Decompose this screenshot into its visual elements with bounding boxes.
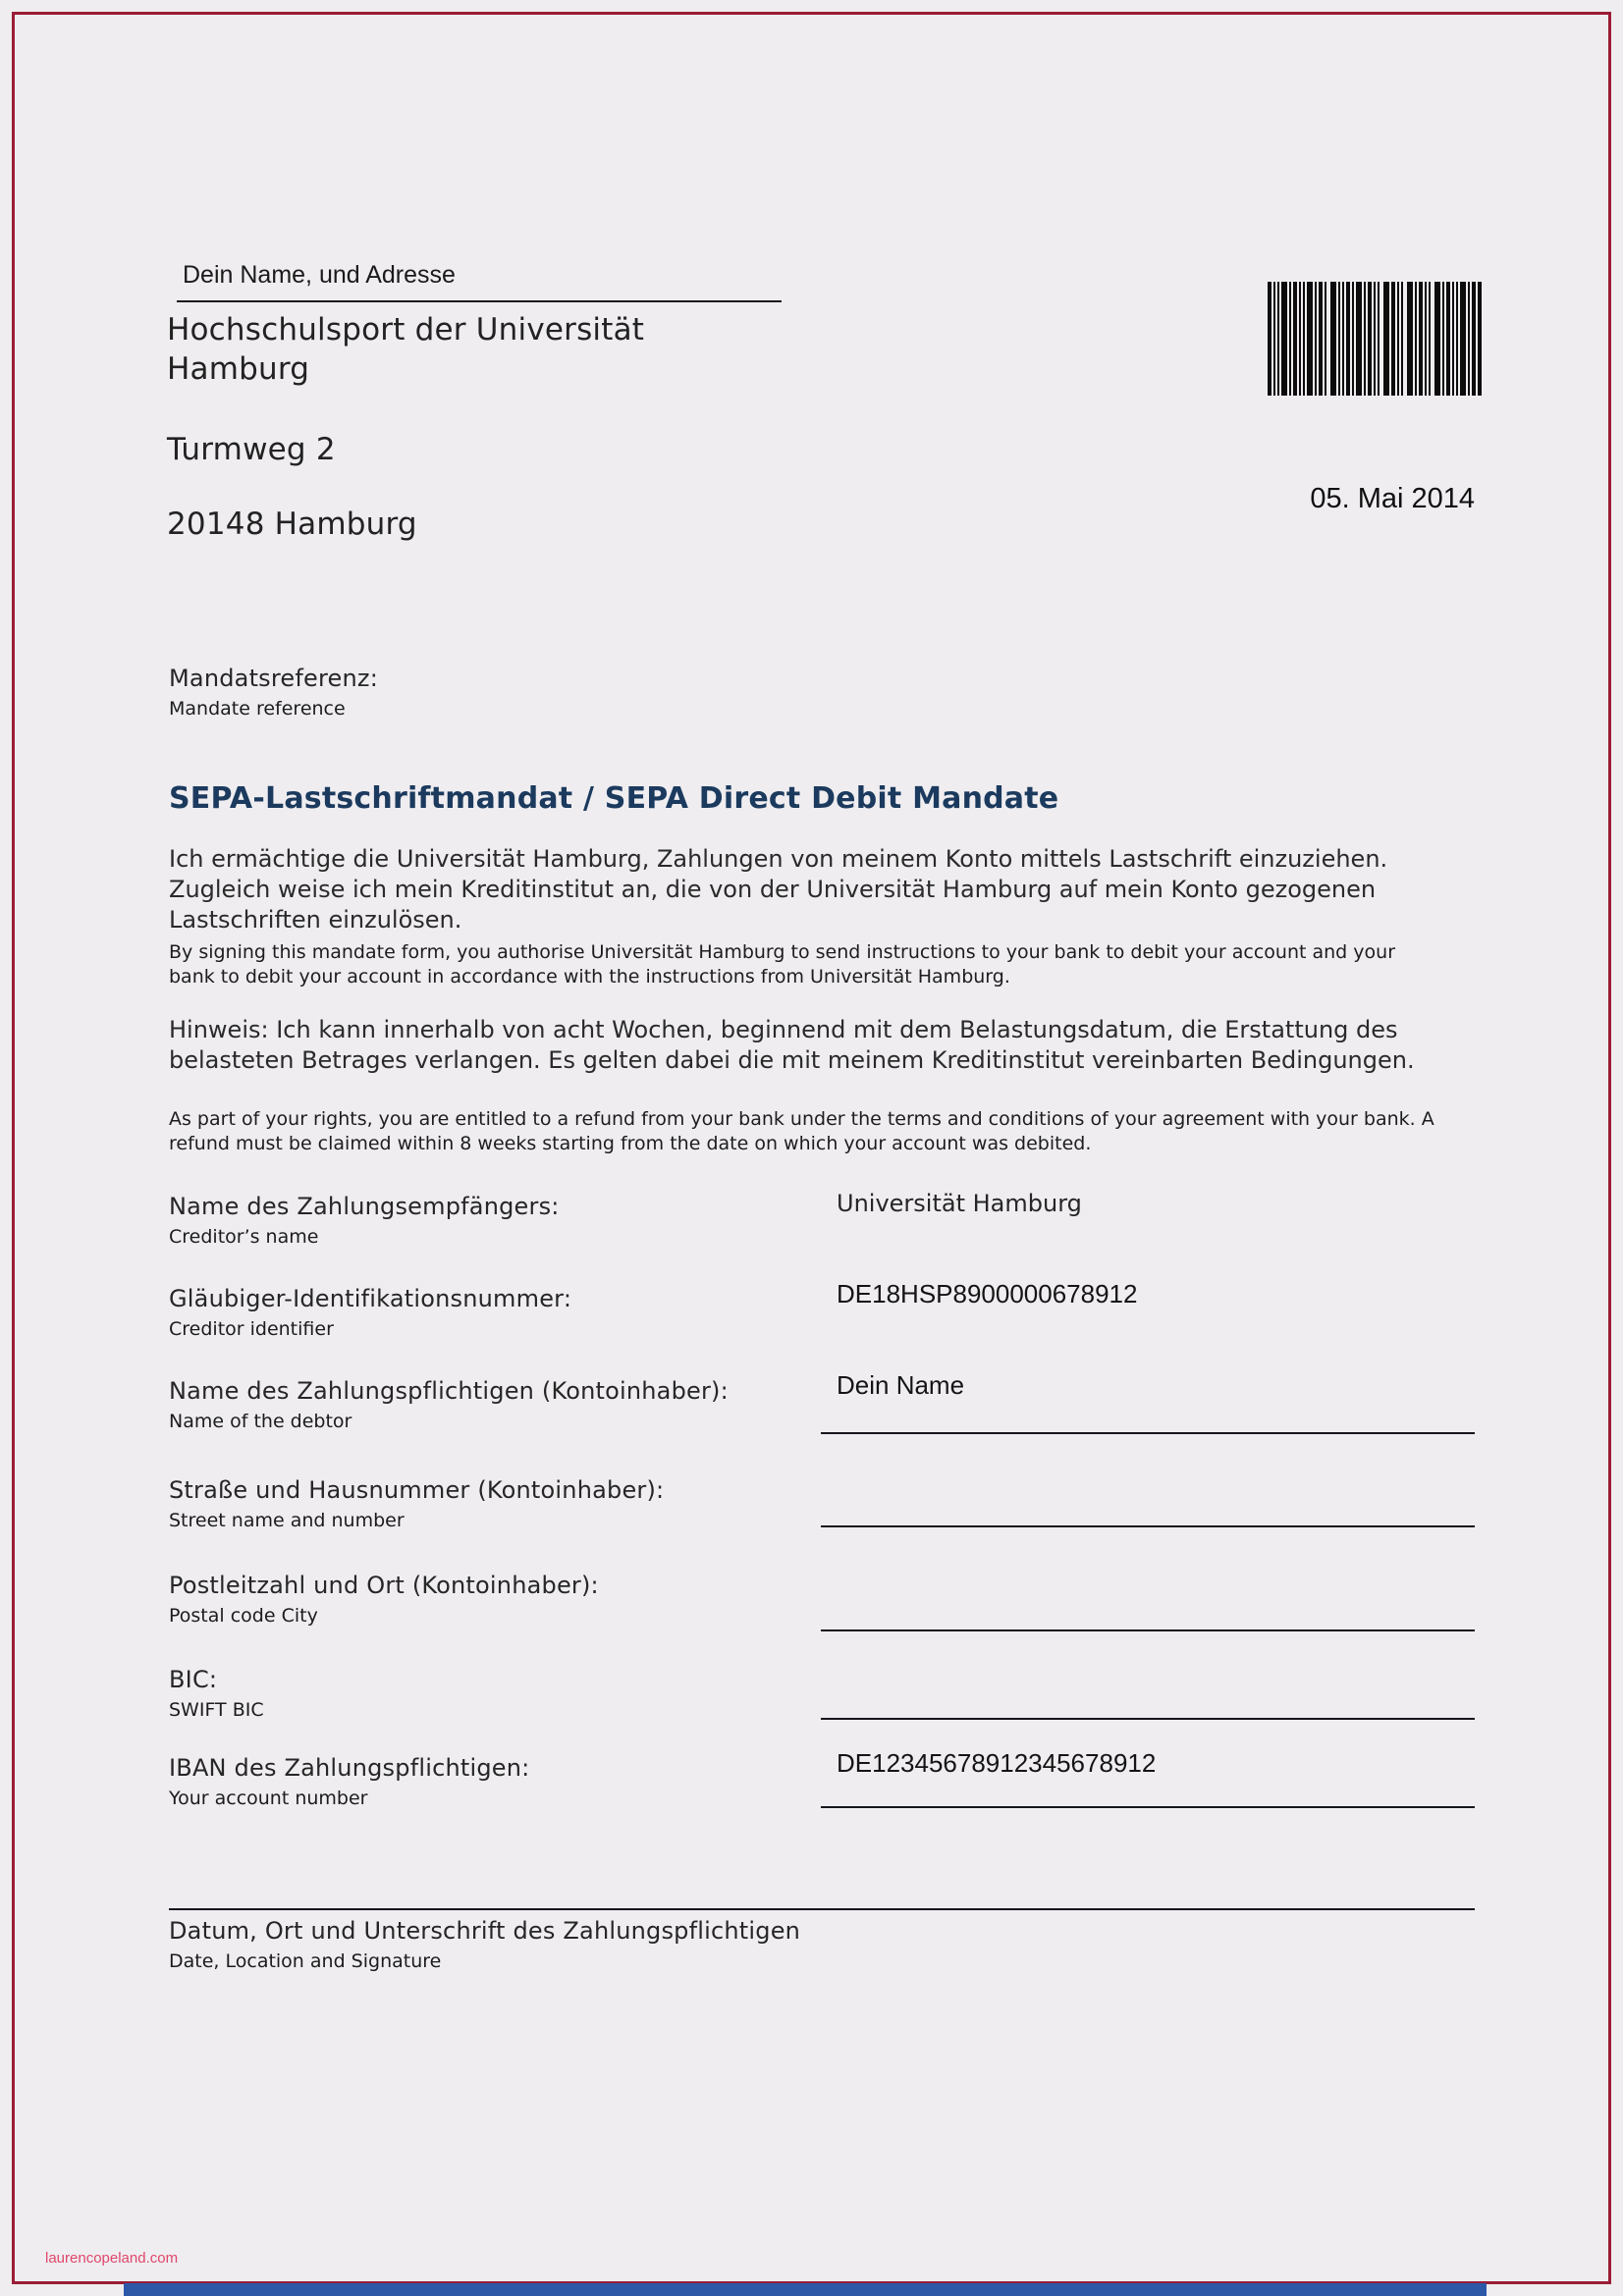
field-postal-city-label: Postleitzahl und Ort (Kontoinhaber): Postal code City (169, 1572, 599, 1627)
field-creditor-name-label: Name des Zahlungsempfängers: Creditor’s name (169, 1193, 560, 1248)
barcode (1268, 282, 1486, 400)
sender-name-line2: Hamburg (167, 351, 310, 387)
watermark: laurencopeland.com (45, 2250, 179, 2267)
refund-note-paragraph-en: As part of your rights, you are entitled to a refund from your bank under the terms and conditions of your agreement with your bank. A refund must be claimed within 8 weeks starting from the date on which your account was debited. (169, 1108, 1434, 1155)
postal-city-fill-line[interactable] (821, 1629, 1475, 1631)
field-creditor-identifier-label: Gläubiger-Identifikationsnummer: Creditor identifier (169, 1285, 572, 1340)
sender-overline: Dein Name, und Adresse (183, 261, 456, 289)
bic-fill-line[interactable] (821, 1718, 1475, 1720)
sender-overline-rule (177, 300, 782, 302)
field-debtor-name-label: Name des Zahlungspflichtigen (Kontoinhaber): Name of the debtor (169, 1377, 729, 1432)
document-date: 05. Mai 2014 (1310, 483, 1475, 514)
sender-street: Turmweg 2 (167, 432, 336, 467)
mandate-reference-label-de: Mandatsreferenz: (169, 665, 379, 692)
street-fill-line[interactable] (821, 1525, 1475, 1527)
mandate-reference (169, 664, 378, 721)
sender-city: 20148 Hamburg (167, 507, 417, 542)
document-title: SEPA-Lastschriftmandat / SEPA Direct Debit Mandate (169, 781, 1059, 816)
authorisation-paragraph-en: By signing this mandate form, you authorise Universität Hamburg to send instructions to your bank to debit your account and your bank to debit your account in accordance with the instructions from Universität Hamburg. (169, 941, 1396, 988)
authorisation-paragraph-de: Ich ermächtige die Universität Hamburg, Zahlungen von meinem Konto mittels Lastschrift einzuziehen. Zugleich weise ich mein Kreditinstitut an, die von der Universität Hamburg auf mein Konto gezogenen Lastschriften einzulösen. (169, 845, 1388, 934)
bottom-blue-bar (124, 2283, 1487, 2296)
field-creditor-name-value: Universität Hamburg (837, 1190, 1082, 1217)
signature-fill-line[interactable] (169, 1908, 1475, 1910)
debtor-name-fill-line[interactable] (821, 1432, 1475, 1434)
field-creditor-identifier-value: DE18HSP8900000678912 (837, 1279, 1138, 1308)
signature-label: Datum, Ort und Unterschrift des Zahlungspflichtigen Date, Location and Signature (169, 1917, 801, 1972)
iban-fill-line[interactable] (821, 1806, 1475, 1808)
field-bic-label: BIC: SWIFT BIC (169, 1666, 264, 1721)
field-street-label: Straße und Hausnummer (Kontoinhaber): Street name and number (169, 1476, 665, 1531)
field-iban-label: IBAN des Zahlungspflichtigen: Your account number (169, 1754, 530, 1809)
field-debtor-name-value: Dein Name (837, 1370, 965, 1400)
sender-name-line1: Hochschulsport der Universität (167, 312, 645, 347)
barcode-image (1268, 282, 1486, 396)
field-iban-value: DE12345678912345678912 (837, 1748, 1157, 1778)
refund-note-paragraph-de: Hinweis: Ich kann innerhalb von acht Wochen, beginnend mit dem Belastungsdatum, die Erstattung des belasteten Betrages verlangen. Es gelten dabei die mit meinem Kreditinstitut vereinbarten Bedingungen. (169, 1016, 1415, 1075)
mandate-reference-label-en: Mandate reference (169, 698, 346, 720)
